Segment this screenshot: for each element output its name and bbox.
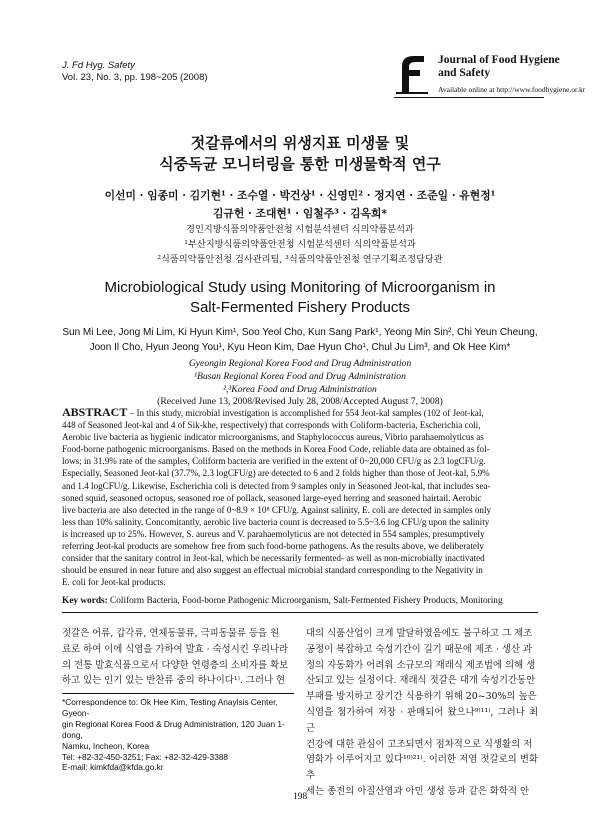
correspondence-line: gin Regional Korea Food & Drug Administration, 120 Juan 1-dong, bbox=[62, 718, 285, 740]
body-right-column bbox=[306, 626, 538, 800]
korean-title-line2: 식중독균 모니터링을 통한 미생물학적 연구 bbox=[159, 155, 441, 173]
abstract-line: is increased up to 25%. However, S. aureus and V. parahaemolyticus are not detected in 554 samples, presumptively bbox=[62, 528, 485, 539]
received-dates-text: (Received June 13, 2008/Revised July 28, 2008/Accepted August 7, 2008) bbox=[157, 396, 443, 407]
body-line: 염화가 이루어지고 있다¹⁰⁾²¹⁾. 이러한 저염 젓갈로의 변화 추 bbox=[306, 754, 538, 782]
body-line: 젓갈은 어류, 갑각류, 연체동물류, 극피동물류 등을 원 bbox=[62, 628, 280, 639]
english-affiliation-2: ¹Busan Regional Korea Food and Drug Administration bbox=[194, 371, 406, 382]
body-line: 식염을 첨가하여 저장 · 판매되어 왔으나⁹⁾¹¹⁾, 그러나 최근 bbox=[306, 706, 538, 734]
abstract bbox=[62, 406, 538, 588]
abstract-line: E. coli for Jeot-kal products. bbox=[62, 577, 166, 588]
korean-title-line1: 젓갈류에서의 위생지표 미생물 및 bbox=[190, 134, 410, 152]
abstract-line: consider that the sanitary control in Jeot-kal, which be necessarily fermented- as well as non-microbially inactivated bbox=[62, 553, 485, 564]
body-line: 세는 종전의 아질산염과 아민 생성 등과 같은 화학적 안 bbox=[306, 785, 530, 797]
english-title-line2: Salt-Fermented Fishery Products bbox=[189, 299, 411, 316]
korean-affiliation-3: ²식품의약품안전청 검사관리팀, ³식품의약품안전청 연구기획조정담당관 bbox=[157, 254, 443, 265]
abstract-line: lows; in 31.9% rate of the samples, Coliform bacteria are verified in the extent of 0~20,000 CFU/g as 2.3 logCFU/g. bbox=[62, 456, 486, 467]
korean-affiliation-1: 경인지방식품의약품안전청 시험분석센터 식의약품분석과 bbox=[186, 224, 414, 235]
journal-abbrev: J. Fd Hyg. Safety bbox=[62, 60, 135, 71]
correspondence-line: *Correspondence to: Ok Hee Kim, Testing Anaylsis Center, Gyeon- bbox=[62, 697, 278, 718]
english-authors-line1: Sun Mi Lee, Jong Mi Lim, Ki Hyun Kim¹, Soo Yeol Cho, Kun Sang Park¹, Yeong Min Sin², Chi Yeun Cheung, bbox=[62, 327, 538, 338]
body-line: 대의 식품산업이 크게 발달하였음에도 불구하고 그 제조 bbox=[306, 628, 533, 639]
journal-title-line1: Journal of Food Hygiene bbox=[438, 54, 560, 66]
keywords-text: Coliform Bacteria, Food-borne Pathogenic Microorganism, Salt-Fermented Fishery Products, Monitoring bbox=[110, 596, 503, 606]
journal-title-line2: and Safety bbox=[438, 67, 491, 79]
body-line: 산되고 있는 실정이다. 재래식 젓갈은 대개 숙성기간동안 bbox=[306, 675, 536, 687]
abstract-label: ABSTRACT bbox=[62, 405, 128, 419]
correspondence-line: Namku, Incheon, Korea bbox=[62, 740, 150, 751]
abstract-line: live bacteria are also detected in the range of 0~8.9 × 10⁸ CFU/g. Against salinity, E. coli are detected in samples only bbox=[62, 504, 492, 515]
english-affiliation-3: ²,³Korea Food and Drug Administration bbox=[223, 384, 377, 395]
abstract-line-text: – In this study, microbial investigation is accomplished for 554 Jeot-kal samples (102 of Jeot-kal, bbox=[129, 408, 484, 418]
abstract-line: soned squid, seasoned octopus, seasoned roe of pollack, seasoned large-eyed herring and seasoned hairtail. Aerobic bbox=[62, 492, 482, 503]
korean-authors-line2: 김규헌 · 조대현¹ · 임철주³ · 김옥희* bbox=[212, 207, 388, 220]
abstract-line bbox=[62, 406, 538, 419]
english-title-line1: Microbiological Study using Monitoring of Microorganism in bbox=[104, 279, 496, 296]
body-line: 건강에 대한 관심이 고조되면서 점차적으로 식생활의 저 bbox=[306, 738, 533, 750]
english-affiliation-1: Gyeongin Regional Korea Food and Drug Administration bbox=[188, 358, 412, 369]
korean-authors-line1: 이선미 · 임종미 · 김기현¹ · 조수열 · 박건상¹ · 신영민² · 정지연 · 조준일 · 유현정¹ bbox=[104, 189, 496, 202]
volume-info: Vol. 23, No. 3, pp. 198~205 (2008) bbox=[62, 72, 208, 83]
keywords bbox=[62, 596, 538, 606]
abstract-line: 448 of Seasoned Jeot-kal and 4 of Sik-khe, respectively) that corresponds with Coliform-bacteria, Escherichia coli, bbox=[62, 420, 481, 431]
keywords-label: Key words: bbox=[62, 596, 108, 606]
correspondence-email: E-mail: kimkfda@kfda.go.kr bbox=[62, 762, 164, 773]
abstract-line: less than 10% salinity. Concomitantly, aerobic live bacteria count is decreased to 5.5~3.6 log CFU/g upon the salinity bbox=[62, 516, 490, 527]
body-line: 의 전통 발효식품으로서 다양한 연령층의 소비자를 확보 bbox=[62, 659, 289, 671]
body-left-column bbox=[62, 626, 294, 689]
correspondence-line: Tel: +82-32-450-3251; Fax: +82-32-429-3388 bbox=[62, 751, 229, 762]
korean-affiliation-2: ¹부산지방식품의약품안전청 시험분석센터 식의약품분석과 bbox=[184, 239, 416, 250]
abstract-line: and 1.4 logCFU/g. Likewise, Escherichia coli is detected from 9 samples only in Seasoned Jeot-kal, that includes sea- bbox=[62, 480, 491, 491]
journal-title bbox=[438, 54, 560, 80]
abstract-line: Food-borne pathogenic microorganisms. Based on the methods in Korea Food Code, reliable data are obtained as fol- bbox=[62, 444, 490, 455]
abstract-line: Aerobic live bacteria as hygienic indicator microorganisms, and Staphylococcus aureus, Vibrio parahaemolyticus as bbox=[62, 432, 484, 443]
available-online: Available online at http://www.foodhygiene.or.kr bbox=[438, 85, 586, 94]
journal-citation bbox=[62, 60, 208, 84]
body-line: 공정이 복잡하고 숙성기간이 길기 때문에 제조 · 생산 과 bbox=[306, 643, 533, 655]
abstract-line: Especially, Seasoned Jeot-kal (37.7%, 2.3 logCFU/g) are detected to 6 and 2 folds higher than those of Jeot-kal, 5.9% bbox=[62, 468, 490, 479]
page-number: 198 bbox=[292, 792, 308, 802]
journal-logo-icon bbox=[394, 52, 430, 96]
abstract-line: referring Jeot-kal products are somehow free from such food-borne pathogens. As the results above, we deliberately bbox=[62, 541, 484, 552]
body-line: 정의 자동화가 어려워 소규모의 재래식 제조법에 의해 생 bbox=[306, 659, 536, 671]
footnote-divider bbox=[62, 693, 294, 694]
body-line: 하고 있는 인기 있는 반찬류 중의 하나이다¹⁾. 그러나 현 bbox=[62, 675, 286, 687]
keywords-divider bbox=[62, 612, 538, 613]
english-authors-line2: Joon Il Cho, Hyun Jeong You¹, Kyu Heon Kim, Dae Hyun Cho¹, Chul Ju Lim³, and Ok Hee Kim* bbox=[89, 342, 511, 353]
body-line: 료로 하여 이에 식염을 가하여 발효 · 숙성시킨 우리나라 bbox=[62, 643, 289, 655]
header-divider bbox=[394, 97, 544, 98]
body-line: 부패를 방지하고 장기간 식용하기 위해 20~30%의 높은 bbox=[306, 691, 537, 703]
correspondence-footnote bbox=[62, 697, 294, 773]
abstract-line: should be ensured in near future and also suggest an effectual microbial standard corresponding to the Negativity in bbox=[62, 565, 483, 576]
